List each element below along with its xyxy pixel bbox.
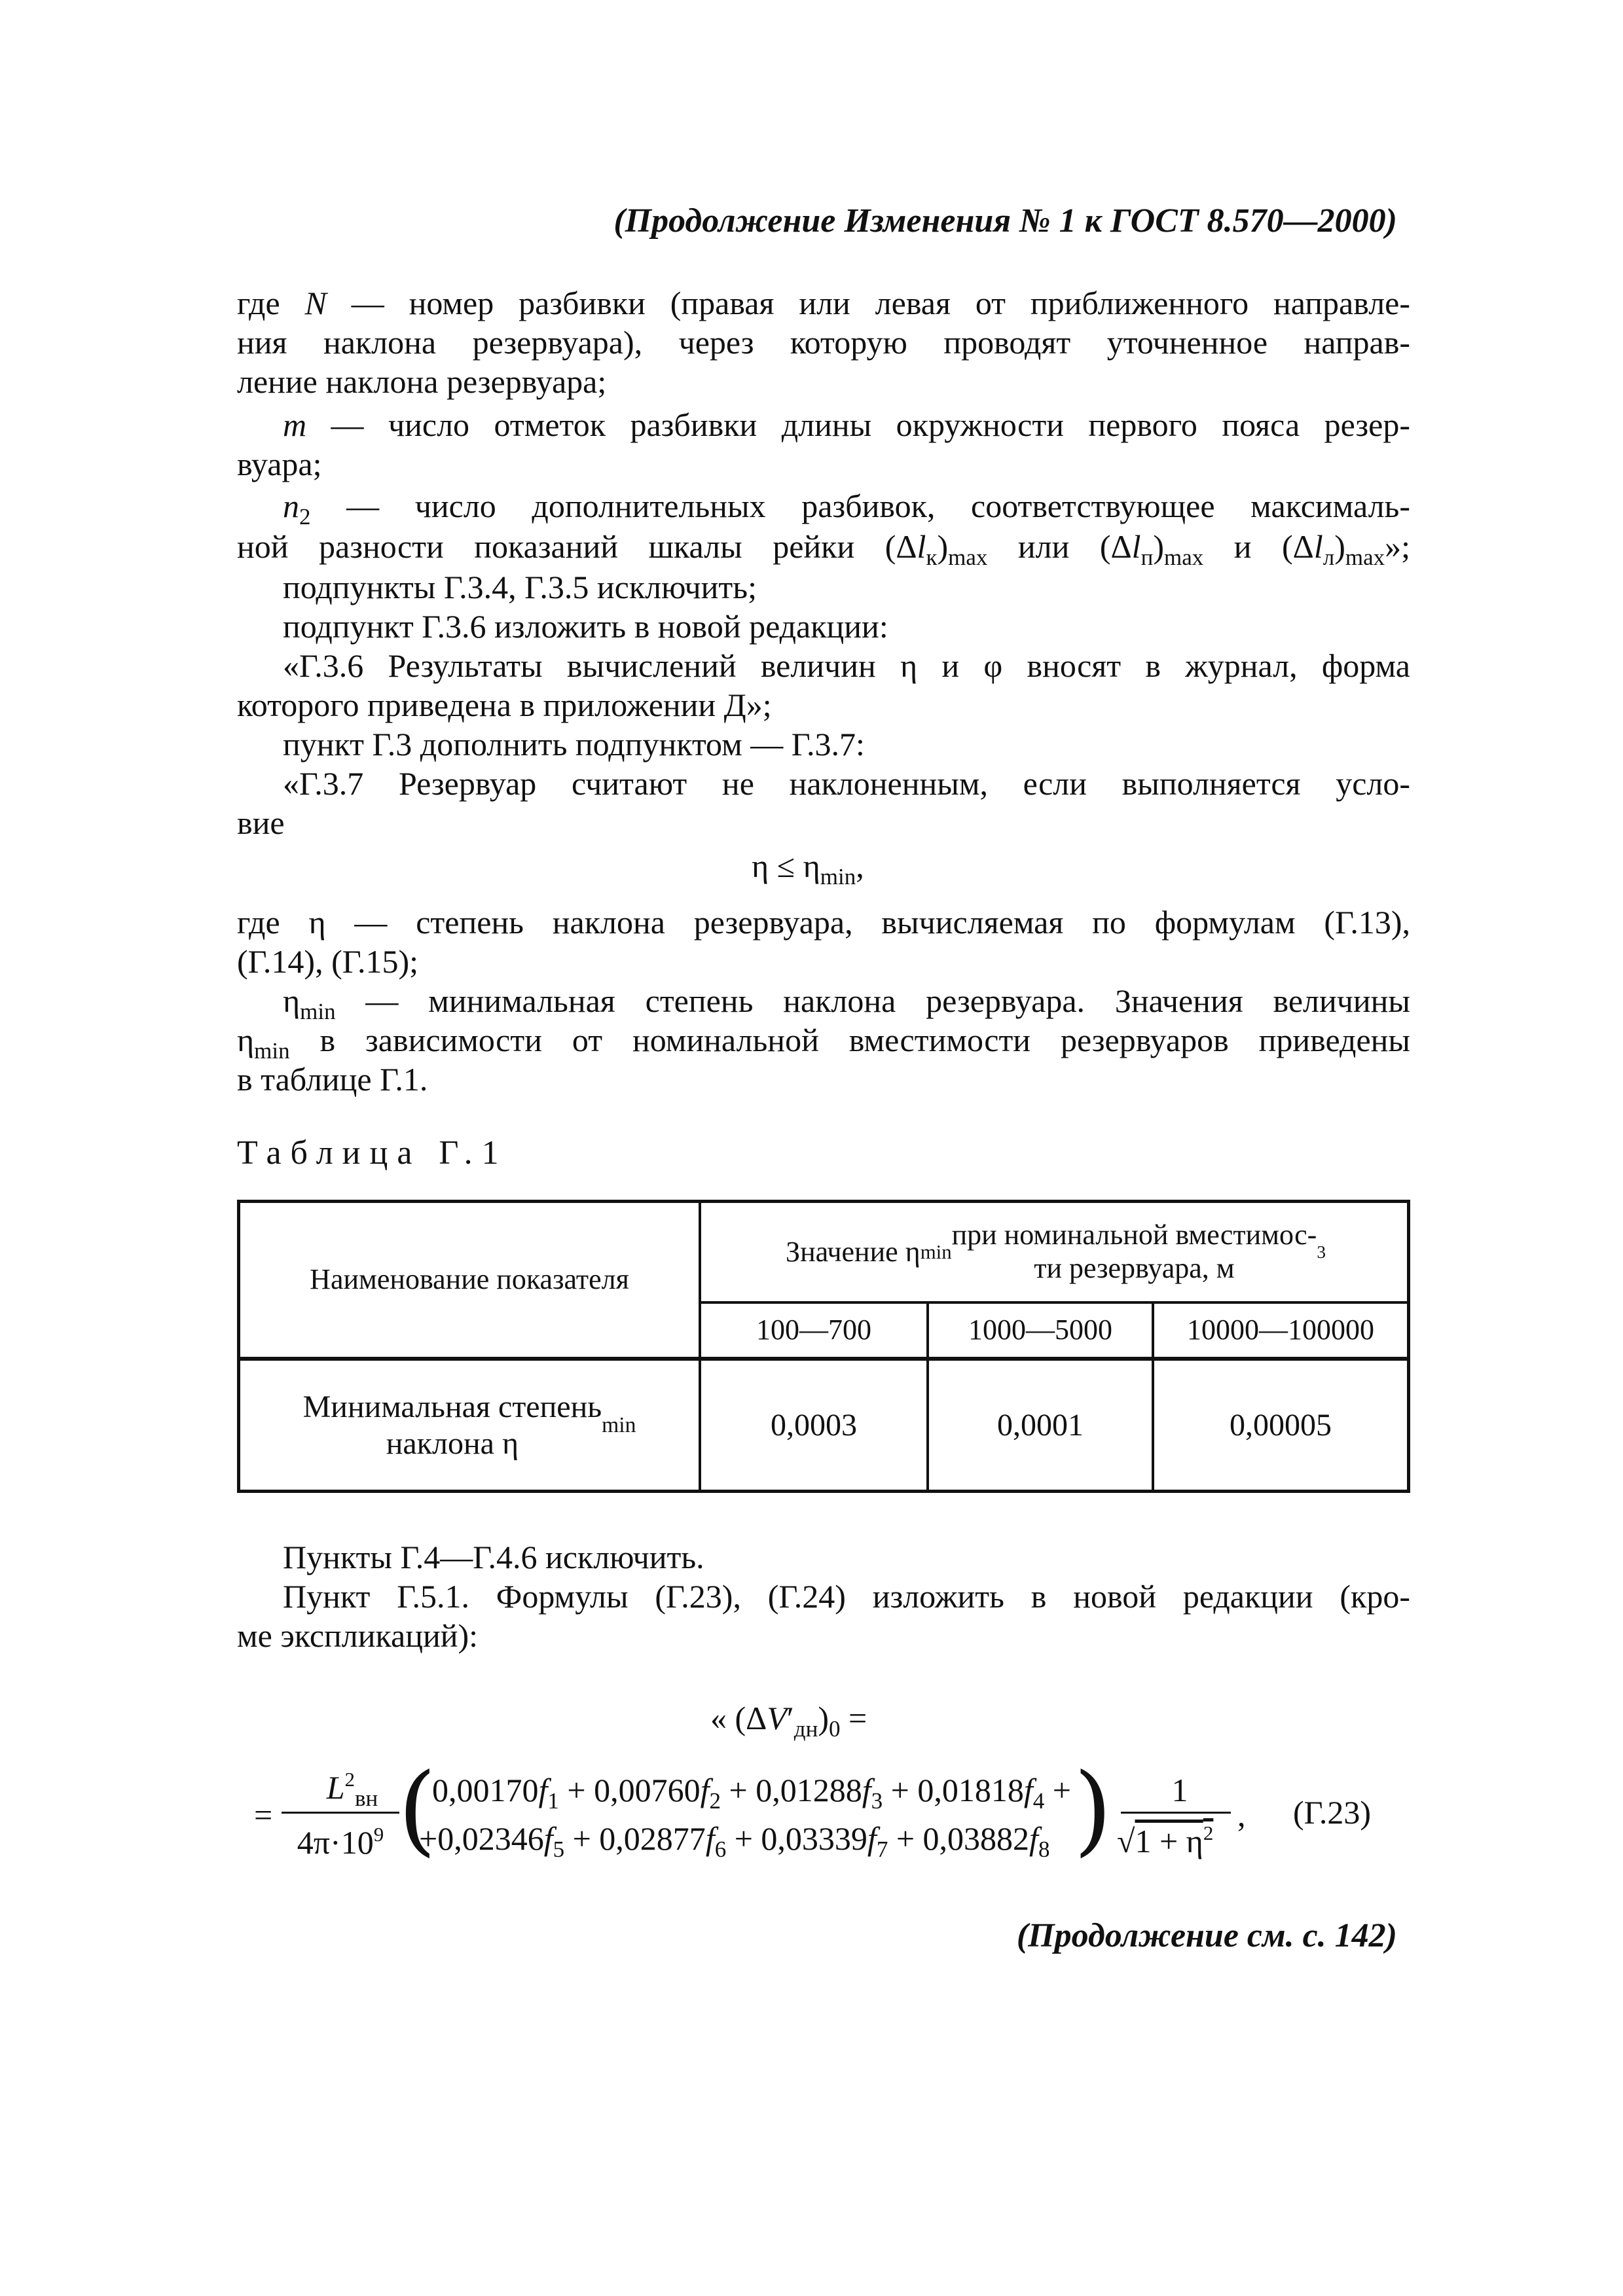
line-podpunkty-exclude: подпункты Г.3.4, Г.3.5 исключить;	[283, 569, 757, 605]
formula-numerator: $L^2_{вн}$	[326, 1767, 378, 1812]
para-g37-line2: вие	[237, 804, 285, 841]
formula-radical: $√1 + \eta^2$	[1117, 1821, 1214, 1859]
para-g37-line1: «Г.3.7 Резервуар считают не наклоненным, если выполняется усло-	[283, 765, 1410, 802]
para-n2-line1: $n_2$ — число дополнительных разбивок, соответствующее максималь-	[283, 488, 1410, 530]
para-eta-min-line2: $\eta_{min}$ в зависимости от номинальной вместимости резервуаров приведены	[237, 1022, 1410, 1064]
line-podpunkt-g36: подпункт Г.3.6 изложить в новой редакции:	[283, 608, 888, 645]
table-row-name: Минимальная степень наклона η min	[302, 1390, 636, 1461]
para-where-eta-line2: (Г.14), (Г.15);	[237, 943, 419, 980]
formula-row2: $+0,02346f_5 + 0,02877f_6 + 0,03339f_7 + 0,03882f_8$	[419, 1820, 1050, 1863]
para-n2-line2: ной разности показаний шкалы рейки $(\Delta l_к)_{max}$ или $(\Delta l_п)_{max}$ и $(\Delta l_л)_{max}$»;	[237, 528, 1411, 571]
para-where-n-line3: ление наклона резервуара;	[237, 363, 607, 400]
para-g36-line1: «Г.3.6 Результаты вычислений величин η и φ вносят в журнал, форма	[283, 647, 1410, 684]
formula-equals: =	[254, 1797, 273, 1833]
table-col-1: 100—700	[756, 1314, 871, 1346]
formula-fraction-bar	[282, 1812, 399, 1814]
line-punkt-g3: пункт Г.3 дополнить подпунктом — Г.3.7:	[283, 726, 865, 762]
para-m-line1: m — число отметок разбивки длины окружности первого пояса резер-	[283, 406, 1410, 443]
para-eta-min-line3: в таблице Г.1.	[237, 1061, 428, 1098]
table-col-2: 1000—5000	[968, 1314, 1112, 1346]
para-where-eta-line1: где η — степень наклона резервуара, вычисляемая по формулам (Г.13),	[237, 904, 1410, 941]
table-col-3: 10000—100000	[1187, 1314, 1374, 1346]
formula-denominator: $4\pi\cdot 10^9$	[297, 1822, 384, 1861]
formula-lhs: « $(\Delta V'_{дн})_0$ =	[710, 1700, 867, 1742]
condition-formula: $\eta \le \eta_{min}$,	[752, 848, 864, 890]
para-g36-line2: которого приведена в приложении Д»;	[237, 687, 772, 723]
para-g51-line1: Пункт Г.5.1. Формулы (Г.23), (Г.24) изложить в новой редакции (кро-	[283, 1578, 1410, 1615]
para-g51-line2: ме экспликаций):	[237, 1617, 479, 1654]
table-g1	[237, 1200, 1410, 1493]
para-where-n-line2: ния наклона резервуара), через которую проводят уточненное направ-	[237, 324, 1410, 361]
table-value-3: 0,00005	[1230, 1407, 1332, 1443]
formula-label: (Г.23)	[1293, 1794, 1372, 1831]
para-eta-min-line1: $\eta_{min}$ — минимальная степень наклона резервуара. Значения величины	[283, 982, 1410, 1025]
formula-right-paren: )	[1074, 1753, 1112, 1867]
line-punkty-g4: Пункты Г.4—Г.4.6 исключить.	[283, 1539, 704, 1575]
table-value-1: 0,0003	[771, 1407, 857, 1443]
formula-fraction-bar-2	[1121, 1812, 1231, 1814]
formula-left-paren: (	[398, 1753, 437, 1867]
formula-comma: ,	[1237, 1797, 1246, 1833]
table-header-value: Значение η min при номинальной вместимос- ти резервуара, м 3	[786, 1219, 1326, 1284]
table-header-name: Наименование показателя	[310, 1263, 629, 1296]
table-value-2: 0,0001	[997, 1407, 1084, 1443]
page-header: (Продолжение Изменения № 1 к ГОСТ 8.570—2000)	[613, 202, 1397, 240]
formula-row1: $0,00170f_1 + 0,00760f_2 + 0,01288f_3 + 0,01818f_4$ +	[432, 1772, 1071, 1814]
formula-one: 1	[1171, 1772, 1188, 1808]
para-m-line2: вуара;	[237, 446, 322, 482]
table-caption: Таблица Г.1	[237, 1134, 508, 1172]
page-footer: (Продолжение см. с. 142)	[1016, 1917, 1397, 1954]
para-where-n-line1: где N — номер разбивки (правая или левая от приближенного направле-	[237, 285, 1410, 321]
